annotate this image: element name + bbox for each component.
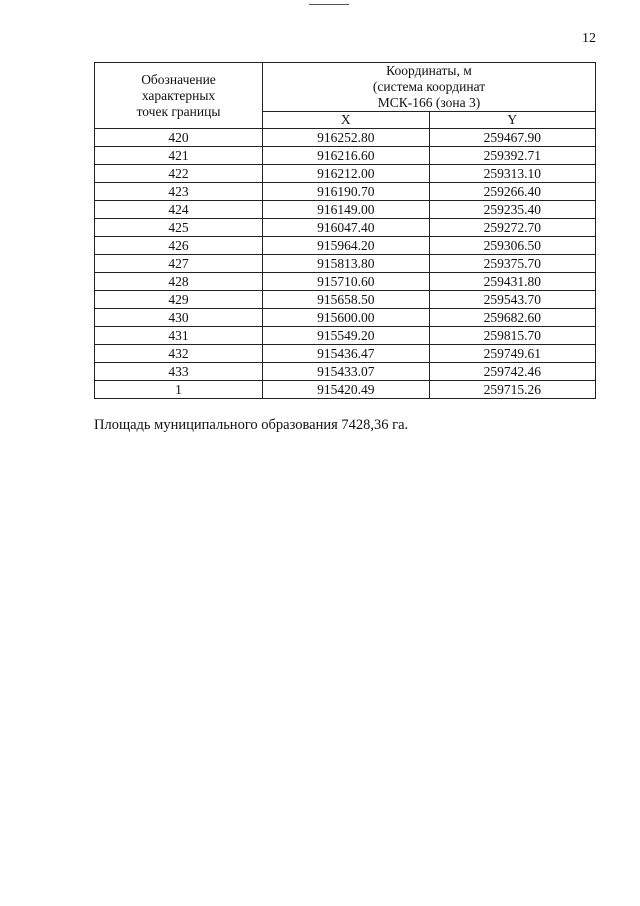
table-row [95, 183, 596, 201]
header-coords-line: (система координат [372, 79, 486, 94]
page-number: 12 [582, 31, 596, 46]
cell-point: 431 [95, 327, 263, 345]
cell-y: 259306.50 [429, 237, 596, 255]
cell-point: 420 [95, 129, 263, 147]
table-row [95, 219, 596, 237]
header-x: X [263, 112, 430, 129]
cell-y: 259715.26 [429, 381, 596, 399]
table-row [95, 237, 596, 255]
table-row [95, 165, 596, 183]
table-row [95, 345, 596, 363]
cell-point: 429 [95, 291, 263, 309]
cell-x: 916252.80 [263, 129, 430, 147]
cell-x: 916047.40 [263, 219, 430, 237]
table-row [95, 327, 596, 345]
cell-x: 916212.00 [263, 165, 430, 183]
table-row [95, 255, 596, 273]
cell-x: 915964.20 [263, 237, 430, 255]
cell-x: 915600.00 [263, 309, 430, 327]
cell-y: 259375.70 [429, 255, 596, 273]
cell-x: 916216.60 [263, 147, 430, 165]
cell-y: 259431.80 [429, 273, 596, 291]
cell-y: 259235.40 [429, 201, 596, 219]
cell-x: 915658.50 [263, 291, 430, 309]
header-point-line: характерных [141, 87, 216, 103]
cell-point: 1 [95, 381, 263, 399]
top-divider-mark [309, 4, 349, 5]
cell-y: 259313.10 [429, 165, 596, 183]
table-row [95, 381, 596, 399]
area-statement: Площадь муниципального образования 7428,36 га. [94, 417, 409, 433]
cell-point: 422 [95, 165, 263, 183]
cell-y: 259742.46 [429, 363, 596, 381]
header-point-line: точек границы [136, 103, 221, 119]
cell-y: 259749.61 [429, 345, 596, 363]
cell-x: 915813.80 [263, 255, 430, 273]
cell-point: 423 [95, 183, 263, 201]
cell-y: 259266.40 [429, 183, 596, 201]
cell-y: 259467.90 [429, 129, 596, 147]
cell-y: 259392.71 [429, 147, 596, 165]
cell-y: 259272.70 [429, 219, 596, 237]
cell-x: 916149.00 [263, 201, 430, 219]
coordinates-table [94, 62, 596, 399]
cell-x: 915420.49 [263, 381, 430, 399]
cell-point: 430 [95, 309, 263, 327]
cell-x: 915710.60 [263, 273, 430, 291]
cell-x: 915549.20 [263, 327, 430, 345]
cell-x: 915436.47 [263, 345, 430, 363]
table-row [95, 129, 596, 147]
cell-point: 425 [95, 219, 263, 237]
cell-point: 432 [95, 345, 263, 363]
cell-y: 259815.70 [429, 327, 596, 345]
header-coordinates [263, 63, 596, 112]
table-row [95, 309, 596, 327]
cell-point: 426 [95, 237, 263, 255]
cell-point: 421 [95, 147, 263, 165]
cell-point: 424 [95, 201, 263, 219]
cell-y: 259682.60 [429, 309, 596, 327]
table-row [95, 363, 596, 381]
header-coords-line: Координаты, м [386, 63, 472, 78]
header-point-designation [95, 63, 263, 129]
cell-point: 428 [95, 273, 263, 291]
header-y: Y [429, 112, 596, 129]
table-row [95, 273, 596, 291]
cell-point: 427 [95, 255, 263, 273]
cell-point: 433 [95, 363, 263, 381]
cell-y: 259543.70 [429, 291, 596, 309]
cell-x: 916190.70 [263, 183, 430, 201]
table-row [95, 201, 596, 219]
cell-x: 915433.07 [263, 363, 430, 381]
header-point-line: Обозначение [141, 71, 216, 87]
table-row [95, 147, 596, 165]
table-row [95, 291, 596, 309]
header-coords-line: МСК-166 (зона 3) [377, 95, 481, 110]
